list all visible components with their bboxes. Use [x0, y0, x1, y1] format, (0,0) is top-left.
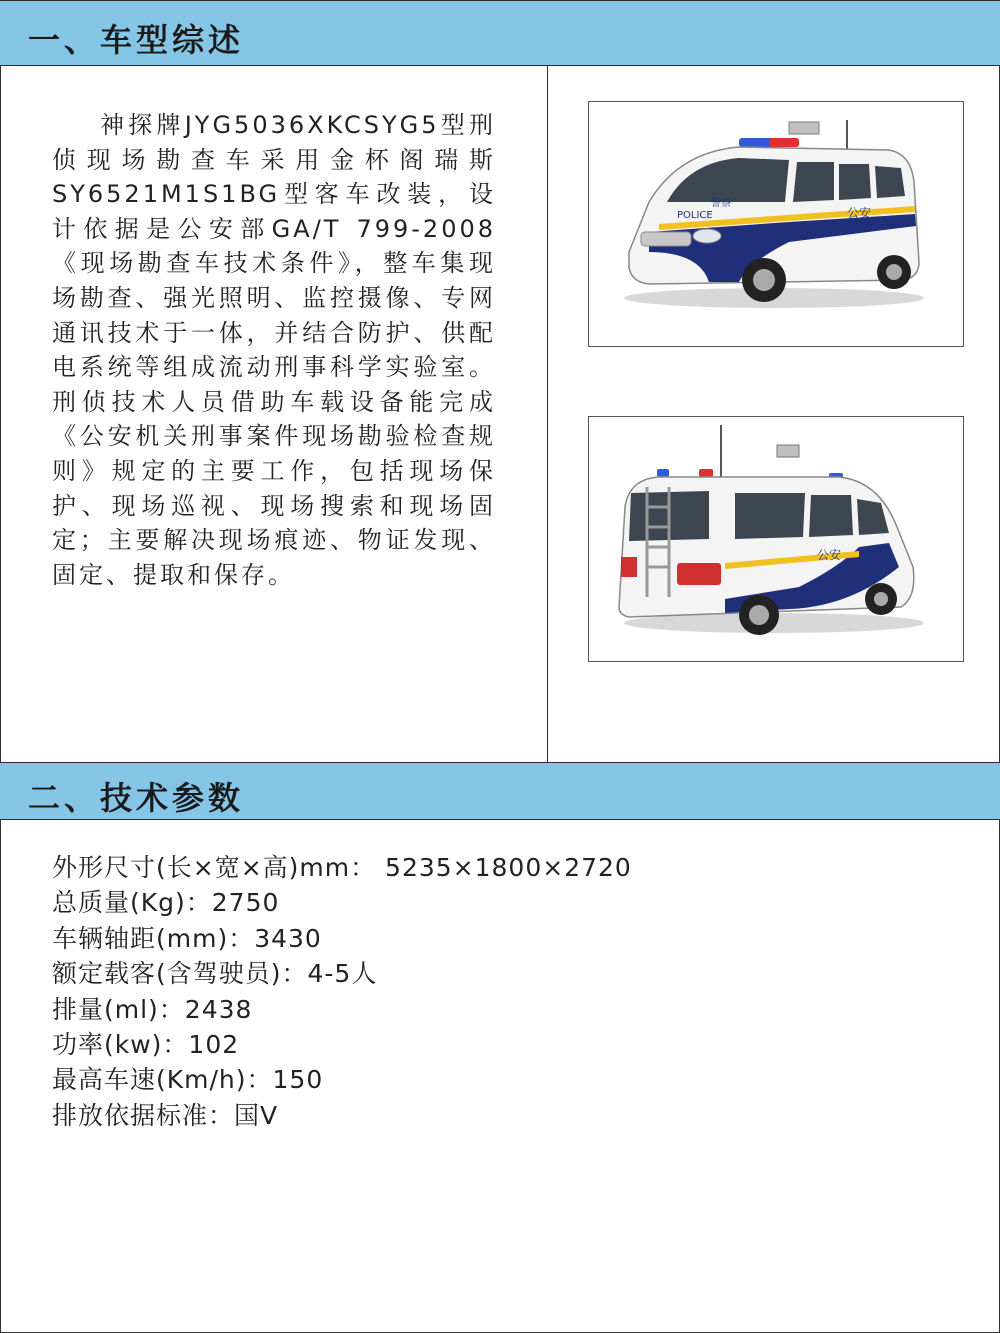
spec-list [52, 850, 632, 1133]
spec-emission-standard: 排放依据标准：国Ⅴ [52, 1100, 279, 1130]
column-divider [547, 66, 548, 762]
police-decal-cn: 警察 [711, 198, 731, 209]
overview-paragraph: 神探牌JYG5036XKCSYG5型刑侦现场勘查车采用金杯阁瑞斯SY6521M1S1BG型客车改装，设计依据是公安部GA/T 799-2008《现场勘查车技术条件》，整车集现场勘查、强光照明、监控摄像、专网通讯技术于一体，并结合防护、供配电系统等组成流动刑事科学实验室。刑侦技术人员借助车载设备能完成《公安机关刑事案件现场勘验检查规则》规定的主要工作，包括现场保护、现场巡视、现场搜索和现场固定；主要解决现场痕迹、物证发现、固定、提取和保存。 [52, 111, 496, 589]
vehicle-photo-front [588, 101, 964, 347]
spec-power: 功率(kw)：102 [52, 1030, 240, 1060]
police-decal-text: POLICE [677, 210, 713, 221]
section-header-specs [0, 762, 1000, 820]
spec-total-mass: 总质量(Kg)：2750 [52, 888, 280, 918]
spec-dimensions: 外形尺寸(长×宽×高)mm： 5235×1800×2720 [52, 853, 632, 882]
section-title-overview: 一、车型综述 [28, 21, 245, 59]
police-decal-rear: 公安 [817, 548, 842, 562]
spec-top-speed: 最高车速(Km/h)：150 [52, 1065, 324, 1095]
police-decal-side: 公安 [847, 206, 872, 220]
vehicle-photo-rear [588, 416, 964, 662]
section-title-specs: 二、技术参数 [28, 779, 245, 817]
spec-seating: 额定载客(含驾驶员)：4-5人 [52, 959, 378, 989]
section-header-overview [0, 0, 1000, 66]
spec-displacement: 排量(ml)：2438 [52, 994, 253, 1024]
spec-wheelbase: 车辆轴距(mm)：3430 [52, 923, 322, 953]
